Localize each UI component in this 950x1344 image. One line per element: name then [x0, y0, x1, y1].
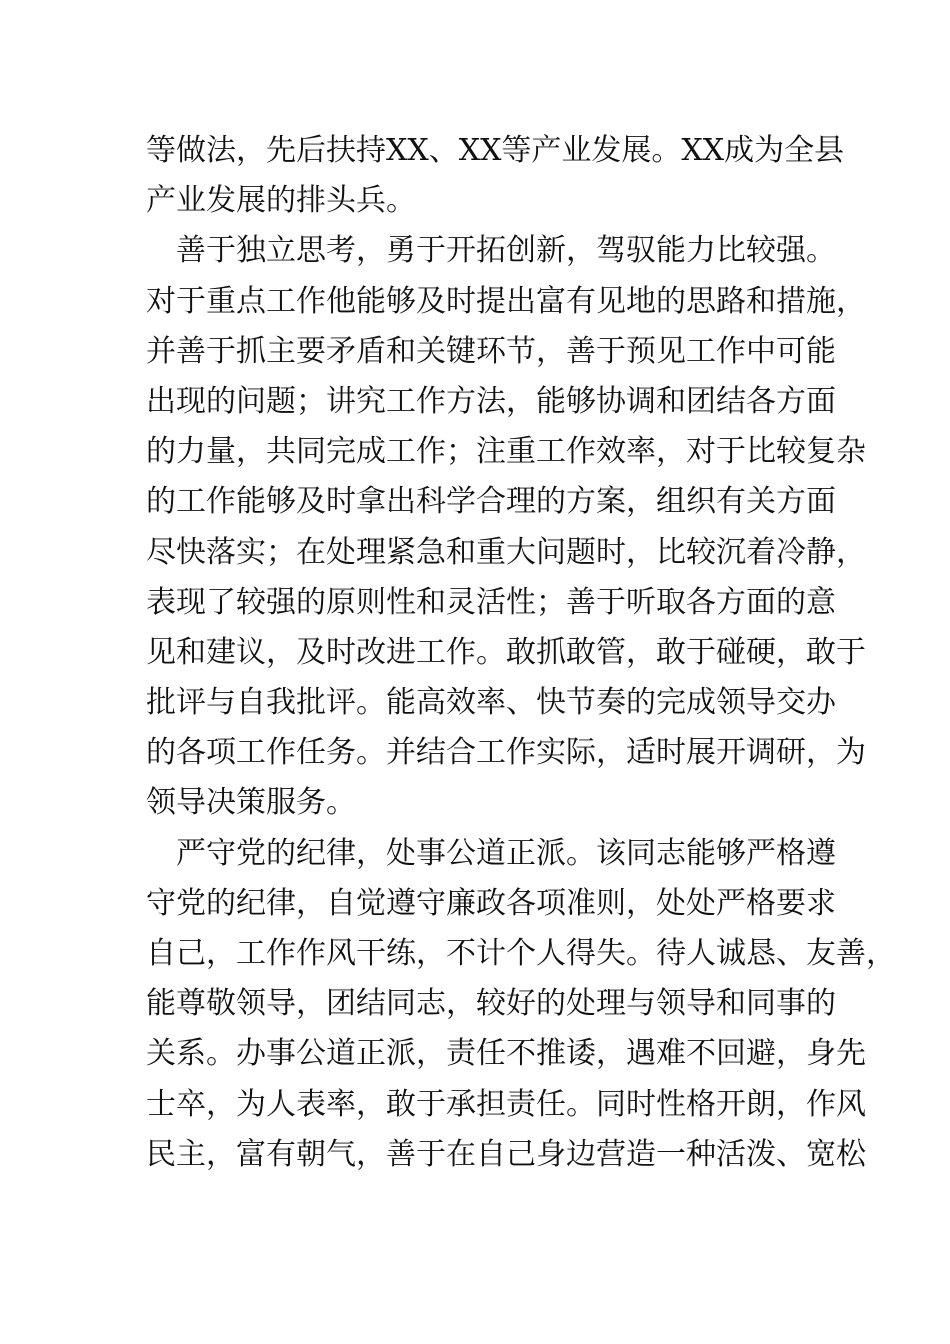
text-line: 严守党的纪律，处事公道正派。该同志能够严格遵	[146, 835, 836, 871]
text-line: 批评与自我批评。能高效率、快节奏的完成领导交办	[146, 685, 836, 721]
text-line: 领导决策服务。	[146, 785, 356, 821]
text-line: 善于独立思考，勇于开拓创新，驾驭能力比较强。	[146, 233, 836, 269]
text-line: 见和建议，及时改进工作。敢抓敢管，敢于碰硬，敢于	[146, 634, 866, 670]
text-line: 守党的纪律，自觉遵守廉政各项准则，处处严格要求	[146, 885, 836, 921]
text-line: 表现了较强的原则性和灵活性；善于听取各方面的意	[146, 584, 836, 620]
text-line: 出现的问题；讲究工作方法，能够协调和团结各方面	[146, 383, 836, 419]
text-line: 的工作能够及时拿出科学合理的方案，组织有关方面	[146, 484, 836, 520]
text-line: 能尊敬领导，团结同志，较好的处理与领导和同事的	[146, 986, 836, 1022]
text-line: 关系。办事公道正派，责任不推诿，遇难不回避，身先	[146, 1036, 866, 1072]
text-line: 士卒，为人表率，敢于承担责任。同时性格开朗，作风	[146, 1086, 866, 1122]
text-line: 并善于抓主要矛盾和关键环节，善于预见工作中可能	[146, 333, 836, 369]
text-line: 的各项工作任务。并结合工作实际，适时展开调研，为	[146, 735, 866, 771]
text-line: 产业发展的排头兵。	[146, 183, 416, 219]
text-line: 民主，富有朝气，善于在自己身边营造一种活泼、宽松	[146, 1136, 866, 1172]
text-line: 等做法，先后扶持XX、XX等产业发展。XX成为全县	[146, 133, 845, 168]
text-line: 的力量，共同完成工作；注重工作效率，对于比较复杂	[146, 434, 866, 470]
text-line: 尽快落实；在处理紧急和重大问题时，比较沉着冷静，	[146, 534, 866, 570]
body-text	[146, 126, 896, 1180]
text-line: 自己，工作作风干练，不计个人得失。待人诚恳、友善，	[146, 936, 896, 971]
text-line: 对于重点工作他能够及时提出富有见地的思路和措施，	[146, 283, 866, 319]
